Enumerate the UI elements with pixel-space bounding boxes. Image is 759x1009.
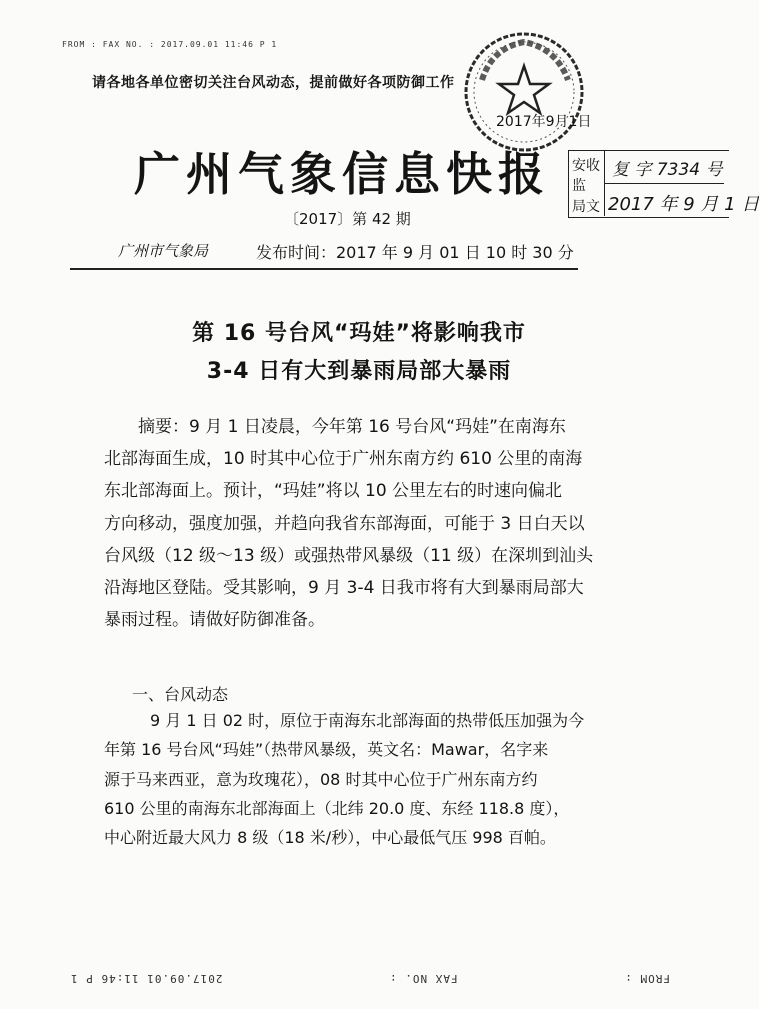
section-title-typhoon-dynamics: 一、台风动态 xyxy=(132,685,229,704)
summary-paragraph xyxy=(104,411,604,636)
summary-line: 北部海面生成，10 时其中心位于广州东南方约 610 公里的南海 xyxy=(104,449,583,470)
receipt-number-handwritten: 复 字 7334 号 xyxy=(612,160,723,180)
receipt-label-top-text: 安收 xyxy=(572,158,600,174)
fax-footer-datetime: 2017.09.01 11:46 P 1 xyxy=(70,972,223,985)
detail-line: 610 公里的南海东北部海面上（北纬 20.0 度、东经 118.8 度）， xyxy=(104,798,570,818)
receipt-label-mid-text: 监 xyxy=(572,178,586,194)
issuing-organization: 广州市气象局 xyxy=(118,242,209,260)
notice-banner: 请各地各单位密切关注台风动态，提前做好各项防御工作 xyxy=(92,75,455,91)
summary-line: 摘要：9 月 1 日凌晨，今年第 16 号台风“玛娃”在南海东 xyxy=(138,417,566,437)
fax-footer-upside-down xyxy=(70,972,670,985)
summary-line: 东北部海面上。预计，“玛娃”将以 10 公里左右的时速向偏北 xyxy=(104,481,563,502)
receipt-label-bottom: 局文 xyxy=(572,199,600,215)
stamp-date: 2017年9月1日 xyxy=(496,114,592,130)
document-title: 广州气象信息快报 xyxy=(134,147,550,201)
summary-line: 台风级（12 级～13 级）或强热带风暴级（11 级）在深圳到汕头 xyxy=(104,545,594,566)
issue-number: 〔2017〕第 42 期 xyxy=(284,210,411,228)
summary-line: 暴雨过程。请做好防御准备。 xyxy=(104,610,325,631)
receipt-date-handwritten: 2017 年 9 月 1 日 xyxy=(608,194,759,215)
fax-header-top: FROM : FAX NO. : 2017.09.01 11:46 P 1 xyxy=(62,40,278,49)
fax-footer-from: FROM : xyxy=(624,972,670,985)
headline-line-1: 第 16 号台风“玛娃”将影响我市 xyxy=(192,321,526,346)
publish-time: 发布时间：2017 年 9 月 01 日 10 时 30 分 xyxy=(256,243,574,262)
detail-line: 中心附近最大风力 8 级（18 米/秒），中心最低气压 998 百帕。 xyxy=(104,828,556,848)
header-rule xyxy=(70,268,578,270)
detail-line: 9 月 1 日 02 时，原位于南海东北部海面的热带低压加强为今 xyxy=(150,711,585,730)
detail-line: 年第 16 号台风“玛娃”（热带风暴级，英文名：Mawar，名字来 xyxy=(104,740,549,760)
official-seal-stamp xyxy=(462,30,586,154)
summary-line: 沿海地区登陆。受其影响，9 月 3-4 日我市将有大到暴雨局部大 xyxy=(104,578,584,599)
detail-paragraph xyxy=(104,706,604,852)
receipt-hline xyxy=(604,183,724,184)
summary-line: 方向移动，强度加强，并趋向我省东部海面，可能于 3 日白天以 xyxy=(104,513,585,534)
detail-line: 源于马来西亚，意为玫瑰花），08 时其中心位于广州东南方约 xyxy=(104,769,538,789)
receipt-label-top xyxy=(572,155,600,195)
fax-footer-faxno: FAX NO. : xyxy=(389,972,458,985)
headline-line-2: 3-4 日有大到暴雨局部大暴雨 xyxy=(206,359,512,384)
